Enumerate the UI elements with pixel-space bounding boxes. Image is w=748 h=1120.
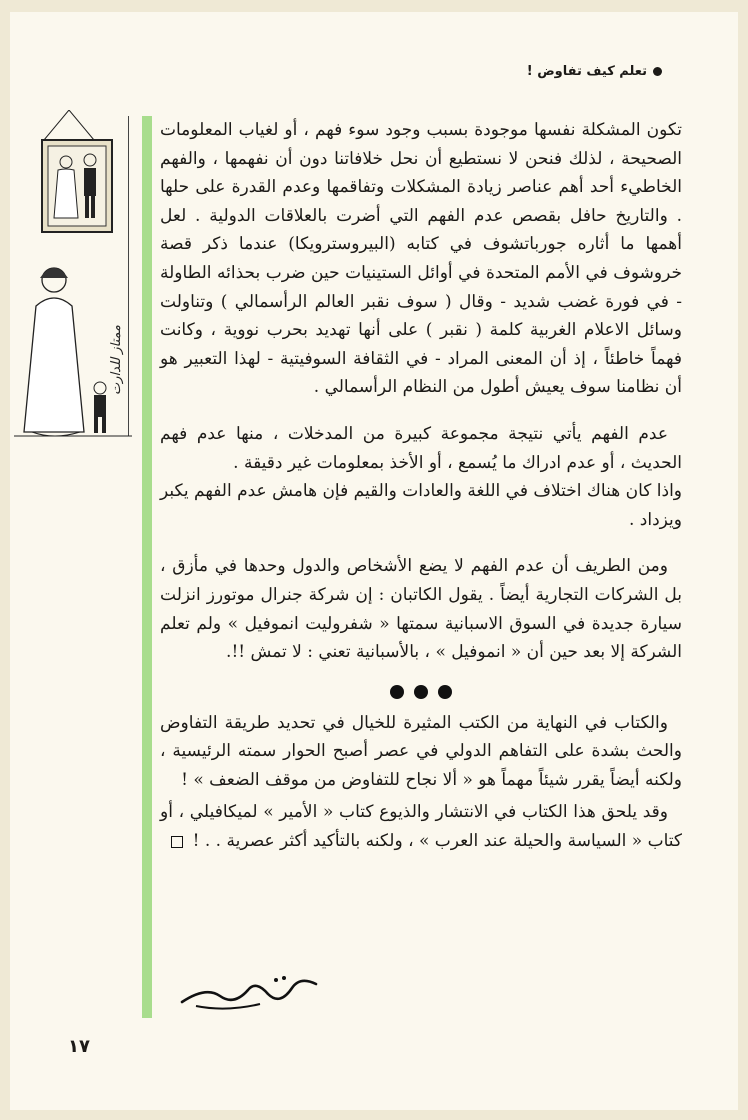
- running-title: تعلم كيف تفاوض !: [526, 64, 647, 79]
- paragraph: والكتاب في النهاية من الكتب المثيرة للخيال في تحديد طريقة التفاوض والحث بشدة على التفاهم الدولي في عصر أصبح الحوار سمته الرئيسية ، ولكنه أيضاً يقرر شيئاً مهماً هو « ألا نجاح للتفاوض من موقف الضعف » !: [160, 712, 682, 790]
- paragraph: عدم الفهم يأتي نتيجة مجموعة كبيرة من المدخلات ، منها عدم فهم الحديث ، أو عدم ادراك ما يُسمع ، أو الأخذ بمعلومات غير دقيقة . واذا كان هناك اختلاف في اللغة والعادات والقيم فإن هامش عدم الفهم يكبر ويزداد .: [160, 423, 682, 530]
- cartoon-caption: ممتاز للدارت: [109, 325, 124, 395]
- paragraph: تكون المشكلة نفسها موجودة بسبب وجود سوء فهم ، أو لغياب المعلومات الصحيحة ، لذلك فنحن لا نستطيع أن نحل خلافاتنا دون أن نفهمها ، والفهم الخاطيء أحد أهم عناصر زيادة المشكلات وتفاقمها وعدم القدرة على حلها . والتاريخ حافل بقصص عدم الفهم التي أضرت بالعلاقات الدولية . لعل أهمها ما أثاره جورباتشوف في كتابه (البيروسترويكا) عندما ذكر قصة خروشوف في الأمم المتحدة في أوائل الستينيات حين ضرب بحذائه الطاولة - في فورة غضب شديد - وقال ( سوف نقبر العالم الرأسمالي ) وتناولت وسائل الاعلام الغربية كلمة ( نقبر ) على أنها تهديد بحرب نووية ، وكانت فهماً خاطئاً ، إذ أن المعنى المراد - في الثقافة السوفيتية - لهذا التعبير هو أن نظامنا سوف يعيش أطول من النظام الرأسمالي .: [160, 120, 682, 398]
- cartoon-illustration: [14, 110, 132, 448]
- paragraph-text: وقد يلحق هذا الكتاب في الانتشار والذيوع كتاب « الأمير » لميكافيلي ، أو كتاب « السياسة والحيلة عند العرب » ، ولكنه بالتأكيد أكثر عصرية . . !: [160, 802, 682, 852]
- signature: [176, 966, 326, 1014]
- section-break-icon: [160, 685, 682, 699]
- running-header: [527, 64, 662, 79]
- article-body: [160, 116, 682, 874]
- end-mark-icon: [171, 836, 183, 848]
- paragraph: ومن الطريف أن عدم الفهم لا يضع الأشخاص والدول وحدها في مأزق ، بل الشركات التجارية أيضاً . يقول الكاتبان : إن شركة جنرال موتورز انزلت سيارة جديدة في السوق الاسبانية سمتها « شفروليت انموفيل » ولم تعلم الشركة إلا بعد حين أن « انموفيل » ، بالأسبانية تعني : لا تمش !!.: [160, 556, 682, 663]
- paragraph: [160, 798, 682, 855]
- page-number: ١٧: [68, 1036, 90, 1057]
- bullet-icon: [653, 67, 662, 76]
- accent-bar: [142, 116, 152, 1018]
